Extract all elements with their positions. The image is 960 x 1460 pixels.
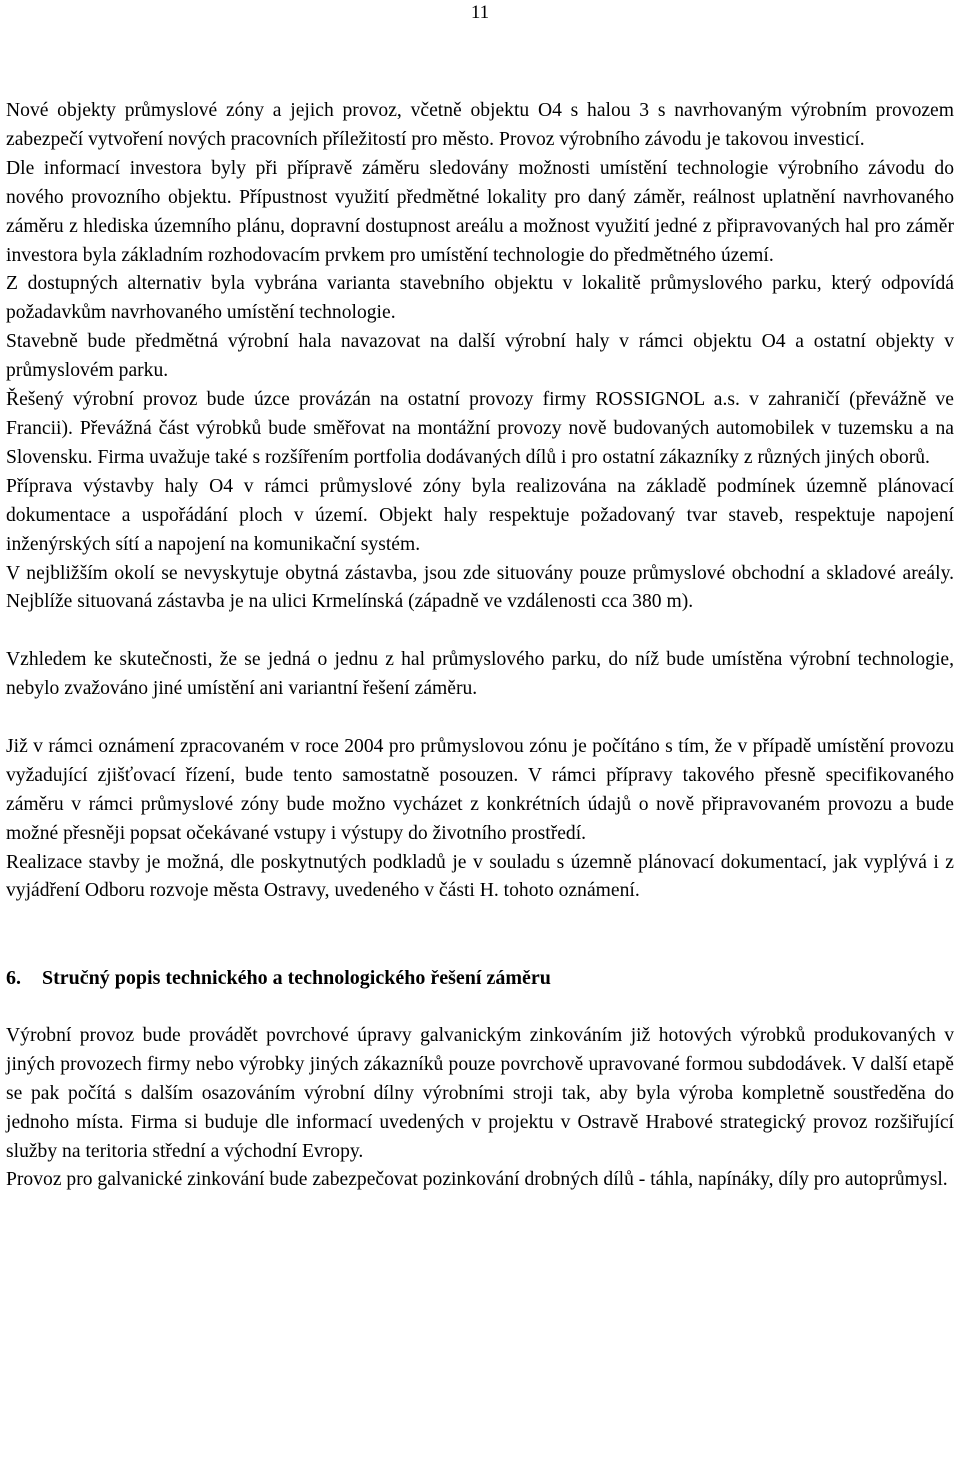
paragraph-production: Výrobní provoz bude provádět povrchové úpravy galvanickým zinkováním již hotových výrobků produkovaných v jiných provozech firmy nebo výrobky jiných zákazníků pouze povrchově upravované formou subdodávek. V další etapě se pak počítá s dalším osazováním výrobní dílny výrobními stroji tak, aby byla výroba kompletně soustředěna do jednoho místa. Firma si buduje dle informací uvedených v projektu v Ostravě Hrabové strategický provoz rozšiřující služby na teritoria střední a východní Evropy. <box>6 1024 954 1162</box>
paragraph-new-objects: Nové objekty průmyslové zóny a jejich provoz, včetně objektu O4 s halou 3 s navrhovaným výrobním provozem zabezpečí vytvoření nových pracovních příležitostí pro město. Provoz výrobního závodu je takovou investicí. <box>6 100 954 150</box>
paragraph-alternatives: Z dostupných alternativ byla vybrána varianta stavebního objektu v lokalitě průmyslového parku, který odpovídá požadavkům navrhovaného umístění technologie. <box>6 273 954 324</box>
section-title: Stručný popis technického a technologického řešení záměru <box>42 967 551 990</box>
spacer <box>6 617 954 646</box>
paragraph-2004-notice: Již v rámci oznámení zpracovaném v roce 2004 pro průmyslovou zónu je počítáno s tím, že v případě umístění provozu vyžadující zjišťovací řízení, bude tento samostatně posouzen. V rámci přípravy takového přesně specifikovaného záměru v rámci průmyslové zóny bude možno vycházet z konkrétních údajů o nově připravovaném provozu a bude možné přesněji popsat očekávané vstupy i výstupy do životního prostředí. <box>6 735 954 844</box>
paragraph-investor-info: Dle informací investora byly při přípravě záměru sledovány možnosti umístění technologie výrobního závodu do nového provozního objektu. Přípustnost využití předmětné lokality pro daný záměr, reálnost uplatnění navrhovaného záměru z hlediska územního plánu, dopravní dostupnost areálu a možnost využití jedné z připravovaných hal pro záměr investora byla základním rozhodovacím prvkem pro umístění technologie do předmětného území. <box>6 157 954 266</box>
spacer <box>6 704 954 733</box>
document-body <box>6 97 954 1195</box>
section-heading <box>6 964 954 993</box>
section-number: 6. <box>6 967 21 990</box>
paragraph-no-alternative: Vzhledem ke skutečnosti, že se jedná o jednu z hal průmyslového parku, do níž bude umístěna výrobní technologie, nebylo zvažováno jiné umístění ani variantní řešení záměru. <box>6 649 954 700</box>
paragraph-rossignol: Řešený výrobní provoz bude úzce provázán na ostatní provozy firmy ROSSIGNOL a.s. v zahraničí (převážně ve Francii). Převážná část výrobků bude směřovat na montážní provozy nově budovaných automobilek v tuzemsku a na Slovensku. Firma uvažuje také s rozšířením portfolia dodávaných dílů i pro ostatní zákazníky z různých jiných oborů. <box>6 389 954 468</box>
paragraph-construction: Stavebně bude předmětná výrobní hala navazovat na další výrobní haly v rámci objektu O4 a ostatní objekty v průmyslovém parku. <box>6 331 954 382</box>
paragraph-realization: Realizace stavby je možná, dle poskytnutých podkladů je v souladu s územně plánovací dokumentací, jak vyplývá i z vyjádření Odboru rozvoje města Ostravy, uvedeného v části H. tohoto oznámení. <box>6 851 954 902</box>
spacer <box>6 993 954 1022</box>
spacer <box>6 906 954 935</box>
paragraph-surroundings: V nejbližším okolí se nevyskytuje obytná zástavba, jsou zde situovány pouze průmyslové obchodní a skladové areály. Nejblíže situovaná zástavba je na ulici Krmelínská (západně ve vzdálenosti cca 380 m). <box>6 562 954 613</box>
paragraph-preparation: Příprava výstavby haly O4 v rámci průmyslové zóny byla realizována na základě podmínek územně plánovací dokumentace a uspořádání ploch v území. Objekt haly respektuje požadovaný tvar staveb, respektuje napojení inženýrských sítí a napojení na komunikační systém. <box>6 475 954 555</box>
spacer <box>6 935 954 964</box>
page-number: 11 <box>470 2 490 23</box>
paragraph-galvanic: Provoz pro galvanické zinkování bude zabezpečovat pozinkování drobných dílů - táhla, napínáky, díly pro autoprůmysl. <box>6 1169 948 1191</box>
